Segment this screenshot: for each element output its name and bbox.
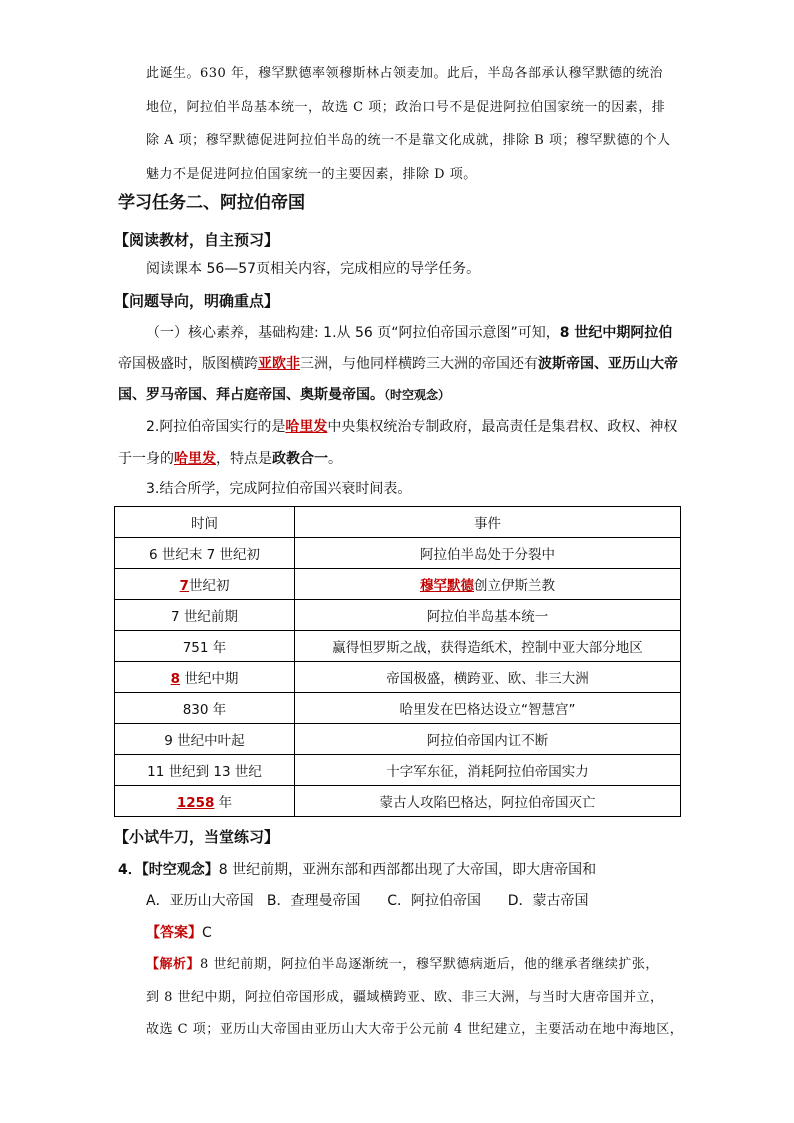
event-text: 阿拉伯帝国内讧不断: [426, 733, 549, 749]
time-text: 7 世纪前期: [171, 609, 238, 625]
guide-item1-line1: [146, 323, 672, 343]
time-text: 世纪初: [188, 578, 230, 594]
analysis-line-2: 到 8 世纪中期，阿拉伯帝国形成，疆域横跨亚、欧、非三大洲，与当时大唐帝国并立，: [146, 990, 664, 1005]
event-cell: [295, 662, 681, 693]
analysis-text-1: 8 世纪前期，阿拉伯半岛逐渐统一，穆罕默德病逝后，他的继承者继续扩张，: [200, 957, 659, 972]
guide-item1-line2: [118, 354, 678, 374]
question-4-answer: [146, 923, 212, 943]
event-text: 阿拉伯半岛基本统一: [426, 609, 549, 625]
section-read-header: 【阅读教材，自主预习】: [114, 231, 280, 249]
answer-tag: 【答案】: [146, 925, 202, 941]
table-header-row: [115, 507, 681, 538]
time-text: 6 世纪末 7 世纪初: [148, 547, 261, 563]
answer-fill-caliph-1: 哈里发: [285, 419, 328, 435]
time-cell: [115, 724, 295, 755]
question-tag: 【时空观念】: [141, 862, 219, 878]
explanation-line-2: 地位，阿拉伯半岛基本统一，故选 C 项；政治口号不是促进阿拉伯国家统一的因素，排: [146, 100, 666, 115]
explanation-line-1: 此诞生。630 年，穆罕默德率领穆斯林占领麦加。此后，半岛各部承认穆罕默德的统治: [146, 66, 663, 81]
time-cell: [115, 631, 295, 662]
table-row: [115, 662, 681, 693]
table-row: [115, 724, 681, 755]
task-title: 学习任务二、阿拉伯帝国: [118, 193, 305, 213]
time-text: 751 年: [182, 640, 227, 656]
guide-item1-empires-cont: 国、罗马帝国、拜占庭帝国、奥斯曼帝国。: [118, 387, 384, 403]
timeline-table: [114, 506, 681, 817]
time-answer-fill: 7: [179, 578, 189, 594]
table-row: [115, 786, 681, 817]
event-cell: [295, 755, 681, 786]
event-cell: [295, 786, 681, 817]
table-row: [115, 600, 681, 631]
event-cell: [295, 724, 681, 755]
section-guide-header: 【问题导向，明确重点】: [114, 292, 280, 310]
time-cell: [115, 569, 295, 600]
question-4-options: A．亚历山大帝国 B．查理曼帝国 C．阿拉伯帝国 D．蒙古帝国: [146, 893, 589, 909]
guide-item2-text4: ，特点是: [216, 451, 272, 467]
time-answer-fill: 8: [170, 671, 181, 687]
event-text: 赢得怛罗斯之战，获得造纸术，控制中亚大部分地区: [332, 640, 643, 656]
event-cell: [295, 631, 681, 662]
event-answer-fill: 穆罕默德: [420, 578, 474, 594]
event-cell: [295, 693, 681, 724]
time-cell: [115, 755, 295, 786]
event-text: 帝国极盛，横跨亚、欧、非三大洲: [386, 671, 589, 687]
time-cell: [115, 538, 295, 569]
answer-value: C: [202, 925, 212, 941]
answer-fill-continents: 亚欧非: [258, 356, 300, 372]
question-4-stem: [118, 860, 596, 880]
guide-item3: 3.结合所学，完成阿拉伯帝国兴衰时间表。: [146, 481, 412, 497]
explanation-line-4: 魅力不是促进阿拉伯国家统一的主要因素，排除 D 项。: [146, 167, 477, 182]
event-text: 创立伊斯兰教: [474, 578, 555, 594]
table-row: [115, 569, 681, 600]
time-cell: [115, 786, 295, 817]
question-stem-text: 8 世纪前期，亚洲东部和西部都出现了大帝国，即大唐帝国和: [218, 862, 597, 878]
literacy-tag: （时空观念）: [384, 388, 451, 402]
table-row: [115, 693, 681, 724]
analysis-line-3: 故选 C 项；亚历山大帝国由亚历山大大帝于公元前 4 世纪建立，主要活动在地中海地区，: [146, 1022, 684, 1037]
time-text: 年: [214, 795, 233, 811]
table-row: [115, 755, 681, 786]
table-header-event: 事件: [295, 507, 681, 538]
guide-item1-text3: 三洲，与他同样横跨三大洲的帝国还有: [300, 356, 538, 372]
time-text: 世纪中期: [180, 671, 239, 687]
table-row: [115, 631, 681, 662]
event-text: 阿拉伯半岛处于分裂中: [420, 547, 555, 563]
guide-item1-empires: 波斯帝国、亚历山大帝: [538, 356, 678, 372]
guide-item1-text2: 帝国极盛时，版图横跨: [118, 356, 258, 372]
guide-item2-period: 。: [328, 451, 342, 467]
table-row: [115, 538, 681, 569]
table-header-time: 时间: [115, 507, 295, 538]
question-number: 4．: [118, 862, 142, 878]
time-text: 9 世纪中叶起: [164, 733, 245, 749]
event-cell: [295, 600, 681, 631]
event-text: 哈里发在巴格达设立“智慧宫”: [399, 702, 576, 718]
guide-item2-bold: 政教合一: [272, 451, 328, 467]
answer-fill-caliph-2: 哈里发: [174, 451, 216, 467]
guide-item1-text: （一）核心素养，基础构建: 1.从 56 页“阿拉伯帝国示意图”可知，: [146, 325, 560, 341]
guide-item2-line1: [146, 417, 677, 437]
time-cell: [115, 693, 295, 724]
time-text: 830 年: [182, 702, 227, 718]
section-read-text: 阅读课本 56—57页相关内容，完成相应的导学任务。: [146, 261, 481, 277]
guide-item1-bold: 8 世纪中期阿拉伯: [559, 325, 673, 341]
guide-item1-line3: [118, 385, 450, 405]
guide-item2-text: 2.阿拉伯帝国实行的是: [146, 419, 286, 435]
time-text: 11 世纪到 13 世纪: [147, 764, 262, 780]
guide-item2-text2: 中央集权统治专制政府，最高责任是集君权、政权、神权: [327, 419, 678, 435]
guide-item2-text3: 于一身的: [118, 451, 174, 467]
guide-item2-line2: [118, 449, 342, 469]
analysis-line-1: [146, 955, 659, 975]
event-text: 十字军东征，消耗阿拉伯帝国实力: [386, 764, 589, 780]
time-cell: [115, 600, 295, 631]
explanation-line-3: 除 A 项；穆罕默德促进阿拉伯半岛的统一不是靠文化成就，排除 B 项；穆罕默德的个人: [146, 133, 671, 148]
event-cell: [295, 538, 681, 569]
section-practice-header: 【小试牛刀，当堂练习】: [114, 828, 280, 846]
event-text: 蒙古人攻陷巴格达，阿拉伯帝国灭亡: [379, 795, 596, 811]
analysis-tag: 【解析】: [146, 957, 201, 972]
time-cell: [115, 662, 295, 693]
time-answer-fill: 1258: [176, 795, 215, 811]
event-cell: [295, 569, 681, 600]
